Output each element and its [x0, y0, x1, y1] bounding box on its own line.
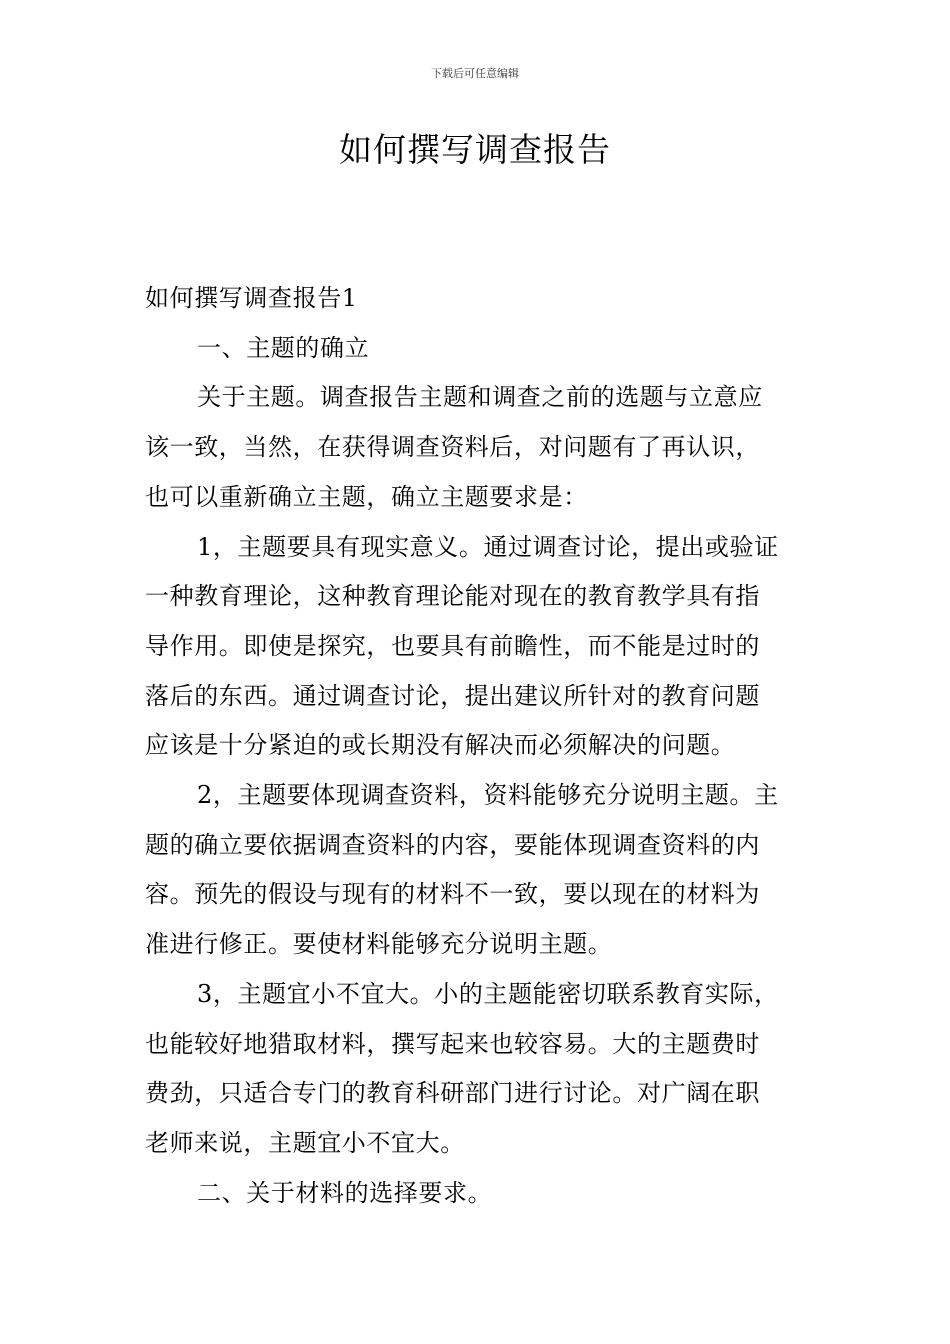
paragraph-line: 老师来说，主题宜小不宜大。 [145, 1128, 465, 1157]
subheading-line: 二、关于材料的选择要求。 [197, 1178, 493, 1207]
paragraph-line: 容。预先的假设与现有的材料不一致，要以现在的材料为 [145, 880, 760, 909]
paragraph-line: 1，主题要具有现实意义。通过调查讨论，提出或验证 [197, 532, 779, 561]
paragraph-line: 落后的东西。通过调查讨论，提出建议所针对的教育问题 [145, 681, 760, 710]
paragraph-line: 准进行修正。要使材料能够充分说明主题。 [145, 930, 613, 959]
subheading-line: 一、主题的确立 [197, 333, 370, 362]
paragraph-line: 2，主题要体现调查资料，资料能够充分说明主题。主 [197, 781, 779, 810]
document-body [145, 274, 807, 1218]
paragraph-line: 题的确立要依据调查资料的内容，要能体现调查资料的内 [145, 830, 760, 859]
paragraph-line: 应该是十分紧迫的或长期没有解决而必须解决的问题。 [145, 731, 736, 760]
paragraph-line: 费劲，只适合专门的教育科研部门进行讨论。对广阔在职 [145, 1079, 760, 1108]
paragraph-line: 关于主题。调查报告主题和调查之前的选题与立意应 [197, 383, 763, 412]
section-heading: 如何撰写调查报告1 [145, 284, 358, 312]
paragraph-line: 也可以重新确立主题，确立主题要求是： [145, 482, 588, 511]
paragraph-line: 3，主题宜小不宜大。小的主题能密切联系教育实际， [197, 979, 779, 1008]
paragraph-line: 导作用。即使是探究，也要具有前瞻性，而不能是过时的 [145, 631, 760, 660]
document-title: 如何撰写调查报告 [339, 130, 611, 169]
paragraph-line: 也能较好地猎取材料，撰写起来也较容易。大的主题费时 [145, 1029, 760, 1058]
page-header-note: 下载后可任意编辑 [431, 67, 519, 80]
paragraph-line: 一种教育理论，这种教育理论能对现在的教育教学具有指 [145, 582, 760, 611]
paragraph-line: 该一致，当然，在获得调查资料后，对问题有了再认识， [145, 433, 760, 462]
